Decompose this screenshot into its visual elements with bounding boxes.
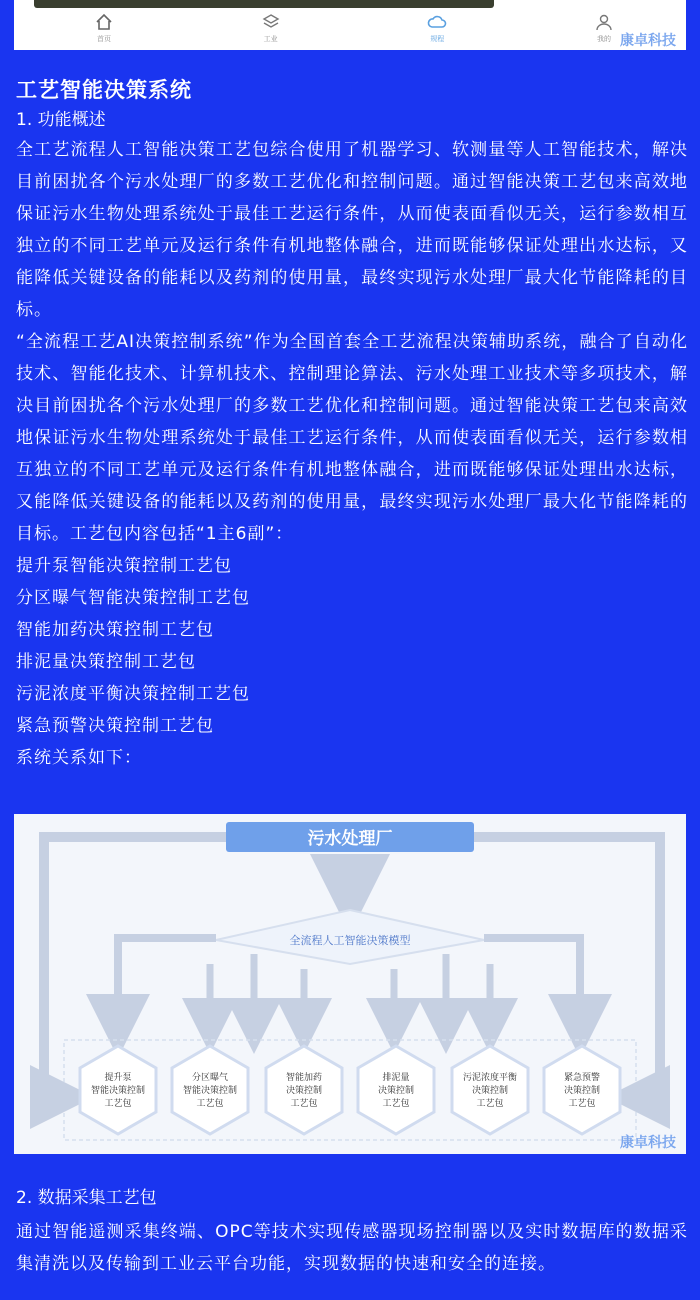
node-aeration	[172, 1046, 248, 1134]
system-relation-diagram	[14, 814, 686, 1154]
layers-icon	[261, 12, 281, 32]
section-data-collection	[16, 1184, 688, 1280]
svg-text:工艺包: 工艺包	[568, 1099, 596, 1109]
svg-text:智能决策控制: 智能决策控制	[90, 1086, 146, 1096]
tab-label: 工业	[263, 35, 278, 43]
diagram-svg	[14, 814, 686, 1154]
node-sludge-discharge	[358, 1046, 434, 1134]
page-title: 工艺智能决策系统	[16, 78, 192, 102]
svg-text:工艺包: 工艺包	[476, 1099, 504, 1109]
svg-text:紧急预警: 紧急预警	[563, 1073, 601, 1083]
section-heading: 2. 数据采集工艺包	[16, 1188, 157, 1208]
home-icon	[94, 12, 114, 32]
person-icon	[594, 12, 614, 32]
cloud-icon	[427, 12, 447, 32]
list-item: 污泥浓度平衡决策控制工艺包	[16, 684, 250, 704]
svg-text:污泥浓度平衡: 污泥浓度平衡	[462, 1073, 518, 1083]
svg-text:决策控制: 决策控制	[563, 1086, 601, 1096]
svg-text:排泥量: 排泥量	[382, 1073, 410, 1083]
svg-text:决策控制: 决策控制	[285, 1086, 323, 1096]
svg-text:智能加药: 智能加药	[285, 1073, 323, 1083]
svg-text:决策控制: 决策控制	[471, 1086, 509, 1096]
svg-text:工艺包: 工艺包	[382, 1099, 410, 1109]
paragraph: “全流程工艺AI决策控制系统”作为全国首套全工艺流程决策辅助系统，融合了自动化技术、智能化技术、计算机技术、控制理论算法、污水处理工业技术等多项技术，解决目前困扰各个污水处理厂的多数工艺优化和控制问题。通过智能决策工艺包来高效地保证污水生物处理系统处于最佳工艺运行条件，从而使表面看似无关，运行参数相互独立的不同工艺单元及运行条件有机地整体融合，进而既能够保证处理出水达标，又能降低关键设备的能耗以及药剂的使用量，最终实现污水处理厂最大化节能降耗的目标。工艺包内容包括“1主6副”：	[16, 332, 688, 544]
list-item: 智能加药决策控制工艺包	[16, 620, 214, 640]
tab-bar	[74, 12, 634, 48]
svg-text:工艺包: 工艺包	[290, 1099, 318, 1109]
tab-guide[interactable]	[407, 12, 467, 48]
tab-label: 规程	[430, 35, 445, 43]
paragraph: 全工艺流程人工智能决策工艺包综合使用了机器学习、软测量等人工智能技术，解决目前困扰各个污水处理厂的多数工艺优化和控制问题。通过智能决策工艺包来高效地保证污水生物处理系统处于最佳工艺运行条件，从而使表面看似无关，运行参数相互独立的不同工艺单元及运行条件有机地整体融合，进而既能够保证处理出水达标，又能降低关键设备的能耗以及药剂的使用量，最终实现污水处理厂最大化节能降耗的目标。	[16, 140, 688, 320]
svg-text:决策控制: 决策控制	[377, 1086, 415, 1096]
node-sludge-balance	[452, 1046, 528, 1134]
svg-text:工艺包: 工艺包	[104, 1099, 132, 1109]
brand-watermark: 康卓科技	[620, 33, 676, 49]
list-item: 排泥量决策控制工艺包	[16, 652, 196, 672]
svg-text:智能决策控制: 智能决策控制	[182, 1086, 238, 1096]
embedded-app-screenshot	[14, 0, 686, 50]
svg-text:分区曝气: 分区曝气	[191, 1073, 229, 1083]
tab-label: 首页	[97, 35, 111, 43]
node-emergency-warning	[544, 1046, 620, 1134]
node-lift-pump	[80, 1046, 156, 1134]
article-content	[16, 74, 688, 774]
list-item: 分区曝气智能决策控制工艺包	[16, 588, 250, 608]
plant-box-label: 污水处理厂	[307, 829, 393, 849]
system-relation-caption: 系统关系如下：	[16, 748, 142, 768]
svg-text:工艺包: 工艺包	[196, 1099, 224, 1109]
brand-watermark: 康卓科技	[620, 1135, 676, 1151]
tab-industry[interactable]	[241, 12, 301, 48]
svg-text:提升泵: 提升泵	[104, 1073, 132, 1083]
list-item: 紧急预警决策控制工艺包	[16, 716, 214, 736]
section-heading: 1. 功能概述	[16, 110, 106, 130]
tab-home[interactable]	[74, 12, 134, 48]
model-label: 全流程人工智能决策模型	[289, 934, 411, 947]
paragraph: 通过智能遥测采集终端、OPC等技术实现传感器现场控制器以及实时数据库的数据采集清洗以及传输到工业云平台功能，实现数据的快速和安全的连接。	[16, 1222, 688, 1274]
list-item: 提升泵智能决策控制工艺包	[16, 556, 232, 576]
arm-left	[118, 938, 216, 1026]
tab-label: 我的	[596, 35, 611, 43]
node-dosing	[266, 1046, 342, 1134]
arm-right	[484, 938, 580, 1026]
screenshot-image-edge	[34, 0, 494, 8]
